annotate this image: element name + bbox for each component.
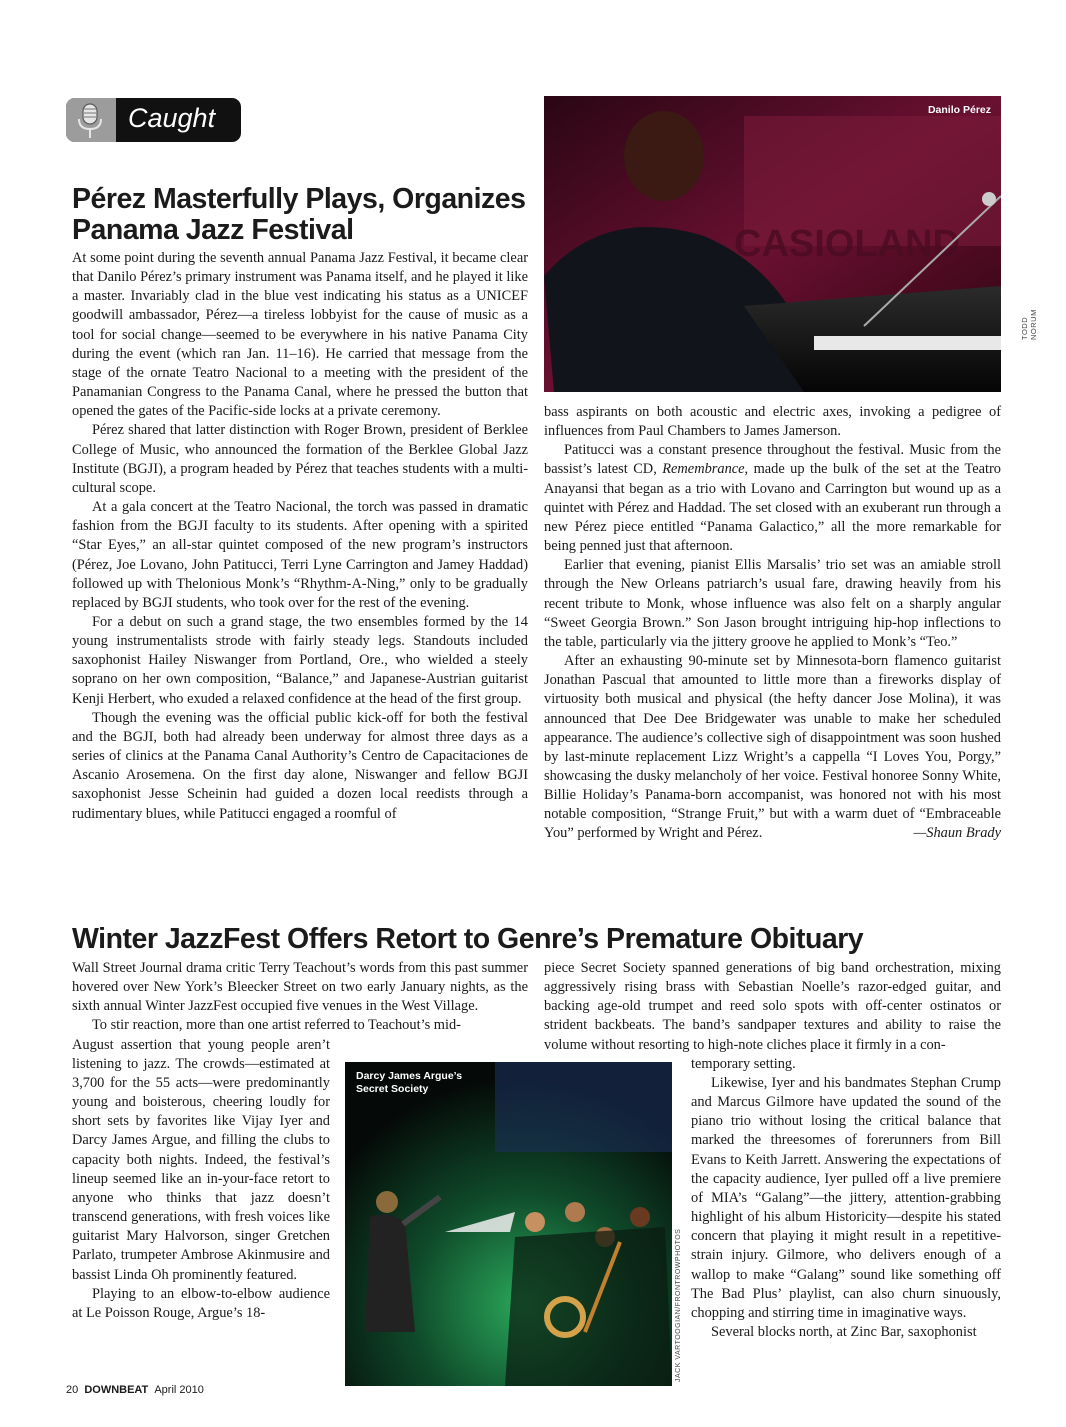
paragraph: Several blocks north, at Zinc Bar, saxophonist bbox=[711, 1323, 977, 1340]
svg-text:CASIOLAND: CASIOLAND bbox=[734, 223, 960, 265]
paragraph: August assertion that young people aren’t listening to jazz. The crowds—estimated at 3,700 for the 55 acts—were predominantly young and boisterous, cheering loudly for short sets by favorites like Vijay Iyer and Darcy James Argue, and filling the clubs to capacity both nights. Indeed, the festival’s lineup seemed like an in-your-face retort to anyone who thinks that jazz doesn’t transcend generations, with fresh voices like guitarist Mary Halvorson, singer Gretchen Parlato, trumpeter Ambrose Akinmusire and bassist Linda Oh prominently featured. bbox=[72, 1036, 330, 1283]
paragraph: Patitucci was a constant presence throughout the festival. Music from the bassist’s latest CD, Remembrance, made up the bulk of the set at the Teatro Anayansi that began as a trio with Lovano and Carrington but wound up as a quintet with Pérez and Haddad. The set closed with an exuberant run through a new Pérez piece entitled “Panama Galactico,” all the more remarkable for being penned just that afternoon. bbox=[544, 442, 1001, 555]
photo-caption-line-1: Darcy James Argue’s bbox=[356, 1070, 463, 1082]
section-tag-label: Caught bbox=[128, 103, 216, 133]
paragraph: At some point during the seventh annual Panama Jazz Festival, it became clear that Danilo Pérez’s primary instrument was Panama itself, and he played it like a master. Invariably clad in the blue vest indicating his status as a UNICEF goodwill ambassador, Pérez—a tireless lobbyist for the cause of music as a tool for social change—seemed to be everywhere in his native Panama City during the event (which ran Jan. 11–16). He carried that message from the stage of the ornate Teatro Nacional to a meeting with the president of the Panamanian Congress to the Panama Canal, where he pressed the button that opened the gates of the Pacific-side locks at a private ceremony. bbox=[72, 250, 528, 420]
article2-column-2 bbox=[544, 959, 1001, 1342]
paragraph: After an exhausting 90-minute set by Minnesota-born flamenco guitarist Jonathan Pascual that amounted to little more than a fireworks display of virtuosity both musical and physical (the hefty dancer Jose Molina), it was announced that Dee Dee Bridgewater was unable to make her scheduled appearance. The audience’s collective sigh of disappointment was soon hushed by last-minute replacement Lizz Wright’s a cappella “I Loves You, Porgy,” showcasing the dusky melancholy of her voice. Festival honoree Sonny White, Billie Holiday’s Panama-born accompanist, was honored not with his most notable composition, “Strange Fruit,” but with a warm duet of “Embraceable You” performed by Wright and Pérez. —Shaun Brady bbox=[544, 652, 1001, 844]
paragraph: Likewise, Iyer and his bandmates Stephan Crump and Marcus Gilmore have updated the sound of the piano trio without losing the critical balance that marked the threesomes of forerunners from Bill Evans to Keith Jarrett. Answering the expectations of the capacity audience, Iyer pulled off a live premiere of MIA’s “Galang”—the jittery, attention-grabbing highlight of his album Historicity—despite his stated concern that playing it might result in a repetitive-strain injury. Gilmore, who delivers enough of a wallop to make “Galang” sound like something off The Bad Plus’ playlist, can also churn sinuously, chopping and stirring time in imaginative ways. bbox=[691, 1074, 1001, 1321]
paragraph: For a debut on such a grand stage, the two ensembles formed by the 14 young instrumentalists strode with fairly steady legs. Standouts included saxophonist Hailey Niswanger from Portland, Ore., who wielded a steely soprano on her own composition, “Balance,” and Japanese-Austrian guitarist Kenji Herbert, who exuded a relaxed confidence at the head of the first group. bbox=[72, 613, 528, 707]
article2-headline: Winter JazzFest Offers Retort to Genre’s Premature Obituary bbox=[72, 923, 864, 955]
article1-headline: Pérez Masterfully Plays, Organizes Panama Jazz Festival bbox=[72, 183, 526, 246]
photo-caption: Danilo Pérez bbox=[927, 104, 991, 116]
paragraph: To stir reaction, more than one artist referred to Teachout’s mid- bbox=[92, 1017, 461, 1034]
photo-caption-line-2: Secret Society bbox=[356, 1083, 429, 1095]
section-tag-caught bbox=[66, 98, 241, 142]
paragraph: piece Secret Society spanned generations of big band orchestration, mixing aggressively rising brass with Sebastian Noelle’s razor-edged guitar, and backing age-old trumpet and reed solo spots with off-center ostinatos or strident backbeats. The band’s sandpaper textures and ability to raise the volume without resorting to high-note cliches place it firmly in a con- bbox=[544, 960, 1001, 1053]
paragraph: temporary setting. bbox=[691, 1055, 796, 1072]
page-number: 20 bbox=[66, 1384, 79, 1396]
magazine-name: DOWNBEAT bbox=[84, 1384, 149, 1396]
issue-date: April 2010 bbox=[154, 1384, 204, 1396]
paragraph: Playing to an elbow-to-elbow audience at Le Poisson Rouge, Argue’s 18- bbox=[72, 1285, 330, 1321]
photo-danilo-perez bbox=[544, 96, 1001, 392]
paragraph: At a gala concert at the Teatro Nacional, the torch was passed in dramatic fashion from the BGJI faculty to its students. After opening with a spirited “Star Eyes,” an all-star quintet composed of the new program’s instructors (Pérez, Joe Lovano, John Patitucci, Terri Lyne Carrington and Jamey Haddad) followed up with Thelonious Monk’s “Rhythm-A-Ning,” only to be gradually replaced by BGJI students, who took over for the rest of the evening. bbox=[72, 499, 528, 611]
album-title: Remembrance bbox=[662, 461, 745, 478]
microphone-icon bbox=[66, 98, 116, 142]
article1-column-1 bbox=[72, 249, 528, 824]
paragraph: Pérez shared that latter distinction with Roger Brown, president of Berklee College of Music, who announced the formation of the Berklee Global Jazz Institute (BGJI), a program headed by Pérez that teaches students with a multi-cultural scope. bbox=[72, 422, 528, 496]
paragraph: Wall Street Journal drama critic Terry Teachout’s words from this past summer hovered over New York’s Bleecker Street on two early January nights, as the sixth annual Winter JazzFest occupied five venues in the West Village. bbox=[72, 960, 528, 1015]
paragraph: bass aspirants on both acoustic and electric axes, invoking a pedigree of influences from Paul Chambers to James Jamerson. bbox=[544, 404, 1001, 440]
paragraph: Earlier that evening, pianist Ellis Marsalis’ trio set was an amiable stroll through the New Orleans patriarch’s usual fare, drawing heavily from his recent tribute to Monk, whose influence was also felt on a sharply angular “Sweet Georgia Brown.” Son Jason brought intriguing hip-hop inflections to the table, particularly via the jittery groove he applied to Monk’s “Teo.” bbox=[544, 557, 1001, 650]
article1-column-2 bbox=[544, 403, 1001, 844]
page-footer bbox=[66, 1384, 204, 1396]
photo-credit: TODD NORUM bbox=[1020, 309, 1038, 340]
photo-credit: JACK VARTOOGIAN/FRONTROWPHOTOS bbox=[675, 1228, 682, 1382]
paragraph: Though the evening was the official public kick-off for both the festival and the BGJI, both had already been underway for almost three days as a series of clinics at the Panama Canal Authority’s Centro de Capacitaciones de Ascanio Arosemena. On the first day alone, Niswanger and fellow BGJI saxophonist Jesse Scheinin had guided a dozen local reedists through a rudimentary blues, while Patitucci engaged a roomful of bbox=[72, 709, 528, 822]
byline: —Shaun Brady bbox=[913, 825, 1001, 842]
